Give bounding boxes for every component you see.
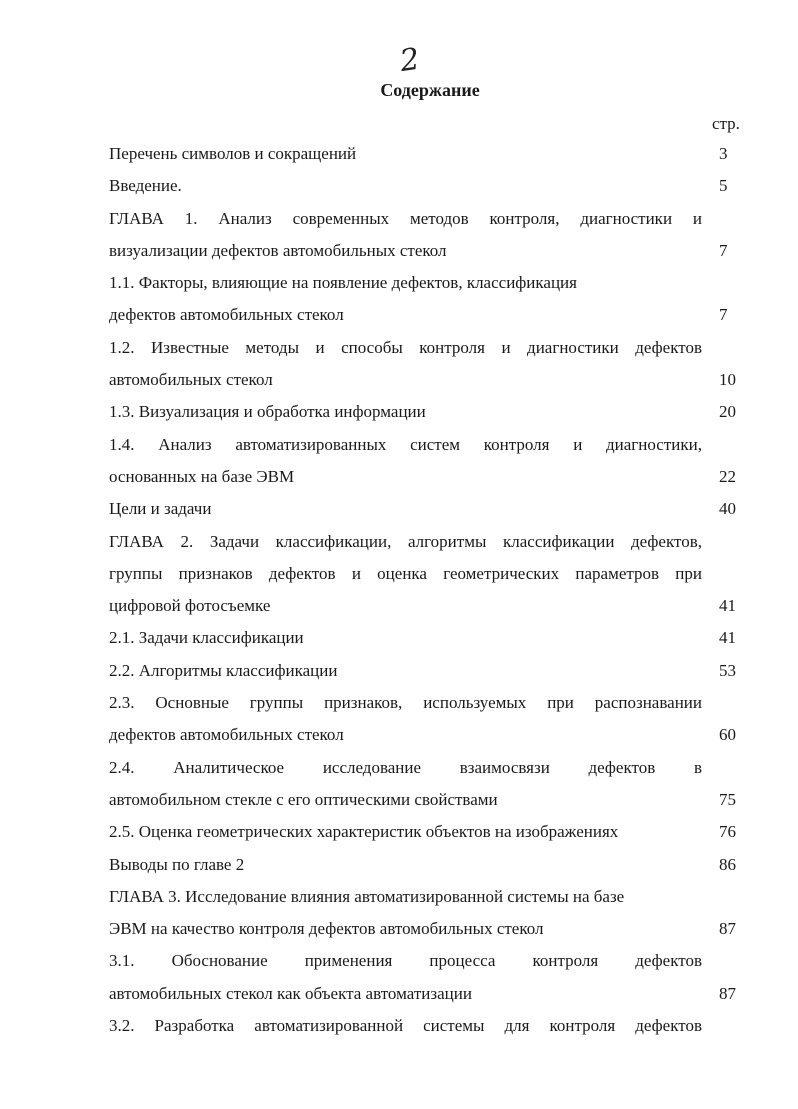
toc-entry-text: 2.1. Задачи классификации: [109, 628, 304, 648]
toc-page-number: 3: [719, 144, 728, 163]
toc-entry-text: визуализации дефектов автомобильных стекол: [109, 240, 447, 260]
toc-entry-text: Цели и задачи: [109, 499, 212, 519]
toc-entry-text: основанных на базе ЭВМ: [109, 466, 295, 486]
toc-line: [109, 332, 702, 364]
toc-page-number: 41: [719, 596, 736, 616]
toc-entry-text: 1.4. Анализ автоматизированных систем контроля и диагностики,: [109, 434, 702, 454]
toc-page-number: 7: [719, 305, 728, 325]
toc-entry-text: 3.2. Разработка автоматизированной системы для контроля дефектов: [109, 1016, 702, 1036]
toc-entry-text: автомобильном стекле с его оптическими свойствами: [109, 789, 498, 809]
handwritten-page-number: 2: [397, 41, 422, 80]
toc-entry-text: автомобильных стекол как объекта автоматизации: [109, 983, 472, 1003]
toc-entry-text: цифровой фотосъемке: [109, 596, 271, 616]
toc-line: [109, 235, 728, 267]
toc-entry-text: ГЛАВА 2. Задачи классификации, алгоритмы классификации дефектов,: [109, 531, 702, 551]
toc-entry-text: 2.3. Основные группы признаков, используемых при распознавании: [109, 693, 702, 713]
toc-line: [109, 170, 728, 202]
toc-line: [109, 1010, 702, 1042]
toc-line: [109, 396, 736, 428]
toc-line: [109, 429, 702, 461]
toc-line: [109, 752, 702, 784]
toc-entry-text: дефектов автомобильных стекол: [109, 725, 344, 745]
toc-line: [109, 364, 736, 396]
toc-page-number: 7: [719, 240, 728, 260]
toc-page-number: 40: [719, 499, 736, 519]
toc-entry-text: 2.2. Алгоритмы классификации: [109, 660, 338, 680]
toc-page-number: 20: [719, 402, 736, 422]
toc-entry-text: 1.3. Визуализация и обработка информации: [109, 402, 426, 422]
toc-line: [109, 913, 736, 945]
toc-line: [109, 978, 736, 1010]
toc-page-number: 87: [719, 983, 736, 1003]
toc-entry-text: ЭВМ на качество контроля дефектов автомобильных стекол: [109, 919, 544, 939]
toc-line: [109, 267, 709, 299]
toc-page-number: 10: [719, 370, 736, 390]
toc-line: [109, 784, 736, 816]
toc-line: [109, 655, 736, 687]
toc-line: [109, 945, 702, 977]
toc-entry-text: ГЛАВА 1. Анализ современных методов контроля, диагностики и: [109, 208, 702, 228]
toc-line: [109, 493, 736, 525]
page-column-header: стр.: [712, 114, 740, 133]
toc-line: [109, 461, 736, 493]
toc-entry-text: 1.2. Известные методы и способы контроля и диагностики дефектов: [109, 337, 702, 357]
toc-line: [109, 622, 736, 654]
toc-entry-text: автомобильных стекол: [109, 370, 273, 390]
toc-line: [109, 881, 709, 913]
toc-page-number: 60: [719, 725, 736, 745]
toc-page-number: 86: [719, 854, 736, 874]
toc-line: [109, 816, 736, 848]
toc-entry-text: 2.5. Оценка геометрических характеристик объектов на изображениях: [109, 822, 619, 842]
toc-entry-text: ГЛАВА 3. Исследование влияния автоматизированной системы на базе: [109, 886, 625, 906]
toc-entry-text: Перечень символов и сокращений: [109, 144, 357, 163]
toc-page-number: 87: [719, 919, 736, 939]
toc-page-number: 76: [719, 822, 736, 842]
toc-page-number: 22: [719, 466, 736, 486]
toc-line: [109, 719, 736, 751]
toc-line: [109, 299, 728, 331]
toc-page-number: 53: [719, 660, 736, 680]
table-of-contents: [109, 138, 736, 1042]
toc-line: [109, 558, 702, 590]
toc-entry-text: Выводы по главе 2: [109, 854, 245, 874]
toc-entry-text: Введение.: [109, 176, 182, 196]
toc-line: [109, 590, 736, 622]
page-title: Содержание: [380, 80, 480, 100]
toc-page-number: 41: [719, 628, 736, 648]
toc-entry-text: дефектов автомобильных стекол: [109, 305, 344, 325]
toc-entry-text: группы признаков дефектов и оценка геометрических параметров при: [109, 563, 702, 583]
toc-line: [109, 526, 702, 558]
toc-line: [109, 849, 736, 881]
toc-line: [109, 687, 702, 719]
toc-entry-text: 3.1. Обоснование применения процесса контроля дефектов: [109, 951, 702, 971]
toc-line: [109, 138, 728, 170]
toc-entry-text: 1.1. Факторы, влияющие на появление дефектов, классификация: [109, 273, 577, 293]
toc-entry-text: 2.4. Аналитическое исследование взаимосвязи дефектов в: [109, 757, 702, 777]
toc-line: [109, 203, 702, 235]
toc-page-number: 75: [719, 789, 736, 809]
toc-page-number: 5: [719, 176, 728, 196]
